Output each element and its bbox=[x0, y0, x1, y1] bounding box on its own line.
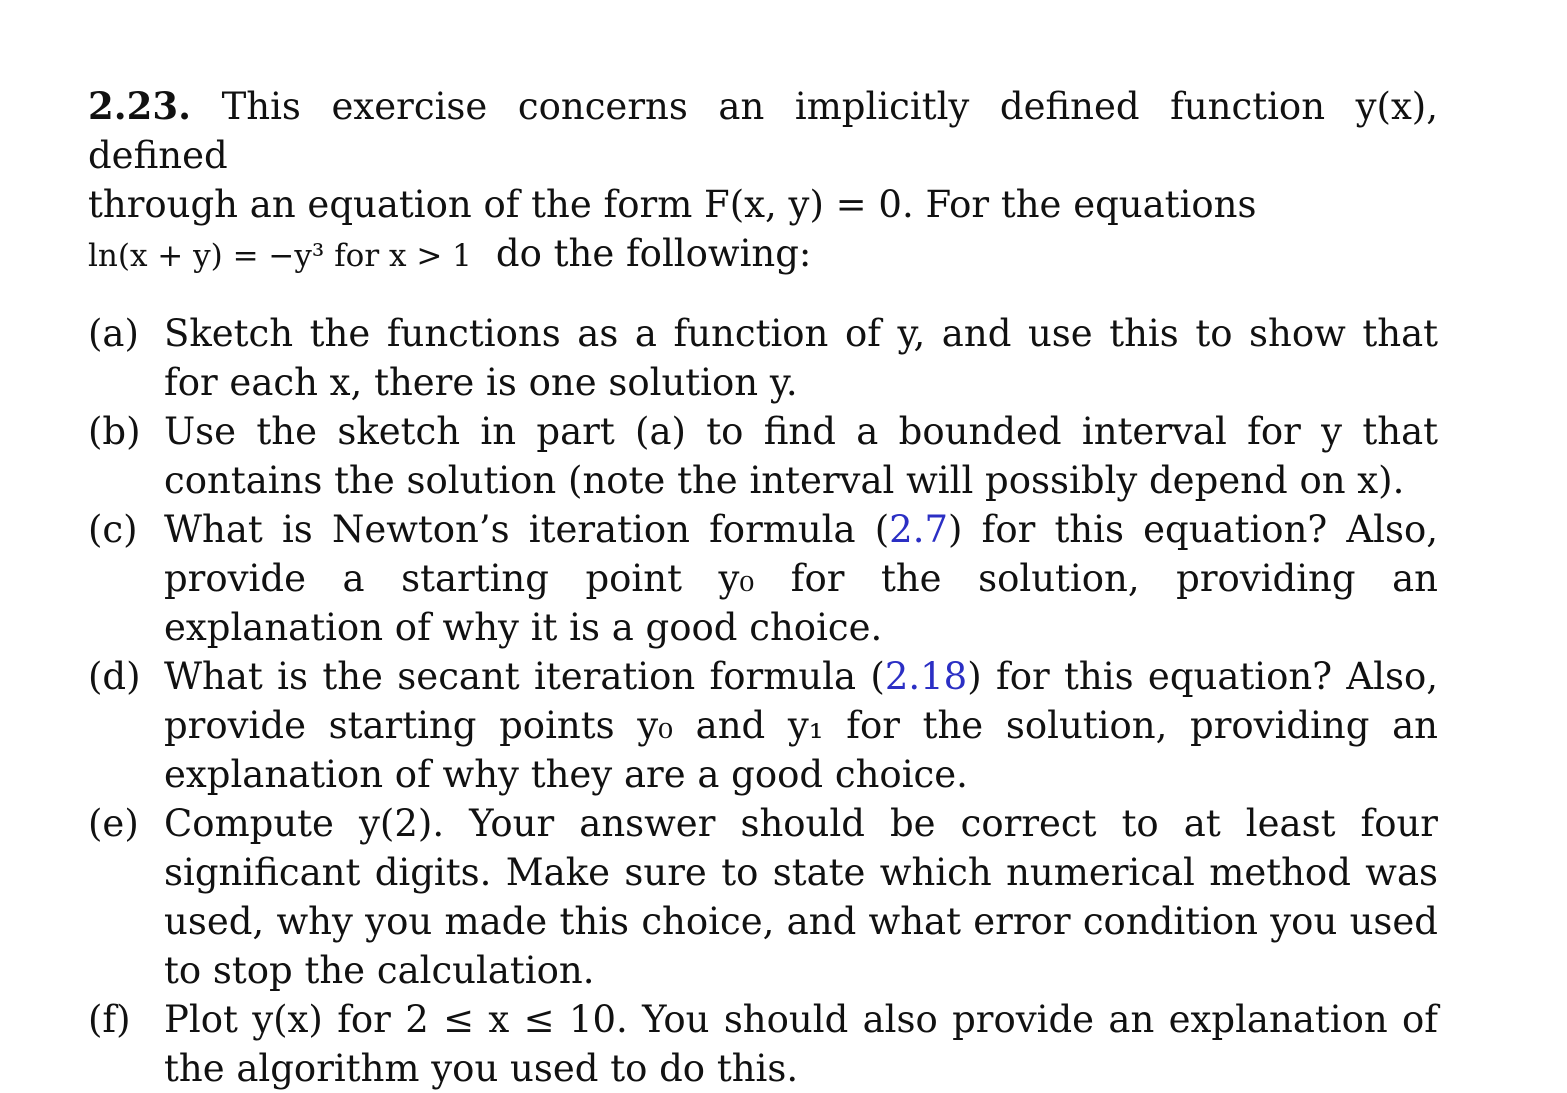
part-b bbox=[88, 407, 1438, 505]
part-f bbox=[88, 995, 1438, 1093]
exercise-document bbox=[88, 82, 1438, 1093]
exercise-equation-tail: do the following: bbox=[495, 232, 812, 275]
exercise-intro-text-1: This exercise concerns an implicitly defined function y(x), defined bbox=[88, 85, 1439, 177]
part-text-continued: ) for this equation? Also, provide starting points y₀ and y₁ for the solution, providing an explanation of why they are a good choice. bbox=[164, 655, 1438, 796]
part-label: (f) bbox=[88, 998, 131, 1041]
part-text: What is the secant iteration formula ( bbox=[164, 655, 885, 698]
part-a bbox=[88, 309, 1438, 407]
part-text: Use the sketch in part (a) to find a bounded interval for y that contains the solution (note the interval will possibly depend on x). bbox=[164, 410, 1438, 502]
part-e bbox=[88, 799, 1438, 995]
part-text-continued: ) for this equation? Also, provide a starting point y₀ for the solution, providing an explanation of why it is a good choice. bbox=[164, 508, 1438, 649]
part-label: (a) bbox=[88, 312, 139, 355]
exercise-number: 2.23. bbox=[88, 84, 191, 128]
part-text: Plot y(x) for 2 ≤ x ≤ 10. You should also provide an explanation of the algorithm you used to do this. bbox=[164, 998, 1438, 1090]
exercise-intro-text-2: through an equation of the form F(x, y) = 0. For the equations bbox=[88, 183, 1257, 226]
part-c bbox=[88, 505, 1438, 652]
equation-reference-link[interactable]: 2.7 bbox=[889, 508, 949, 551]
part-d bbox=[88, 652, 1438, 799]
part-text: Sketch the functions as a function of y, and use this to show that for each x, there is one solution y. bbox=[164, 312, 1438, 404]
exercise-equation: ln(x + y) = −y³ for x > 1 bbox=[88, 238, 472, 274]
part-text: What is Newton’s iteration formula ( bbox=[164, 508, 890, 551]
exercise-equation-line bbox=[88, 229, 1438, 281]
exercise-intro-line-1 bbox=[88, 82, 1438, 180]
exercise-intro-line-2 bbox=[88, 180, 1438, 229]
part-label: (b) bbox=[88, 410, 141, 453]
equation-reference-link[interactable]: 2.18 bbox=[884, 655, 968, 698]
part-label: (d) bbox=[88, 655, 141, 698]
exercise-parts-list bbox=[88, 309, 1438, 1093]
part-label: (e) bbox=[88, 802, 139, 845]
part-text: Compute y(2). Your answer should be correct to at least four significant digits. Make sure to state which numerical method was used, why you made this choice, and what error condition you used to stop the calculation. bbox=[164, 802, 1438, 992]
part-label: (c) bbox=[88, 508, 138, 551]
